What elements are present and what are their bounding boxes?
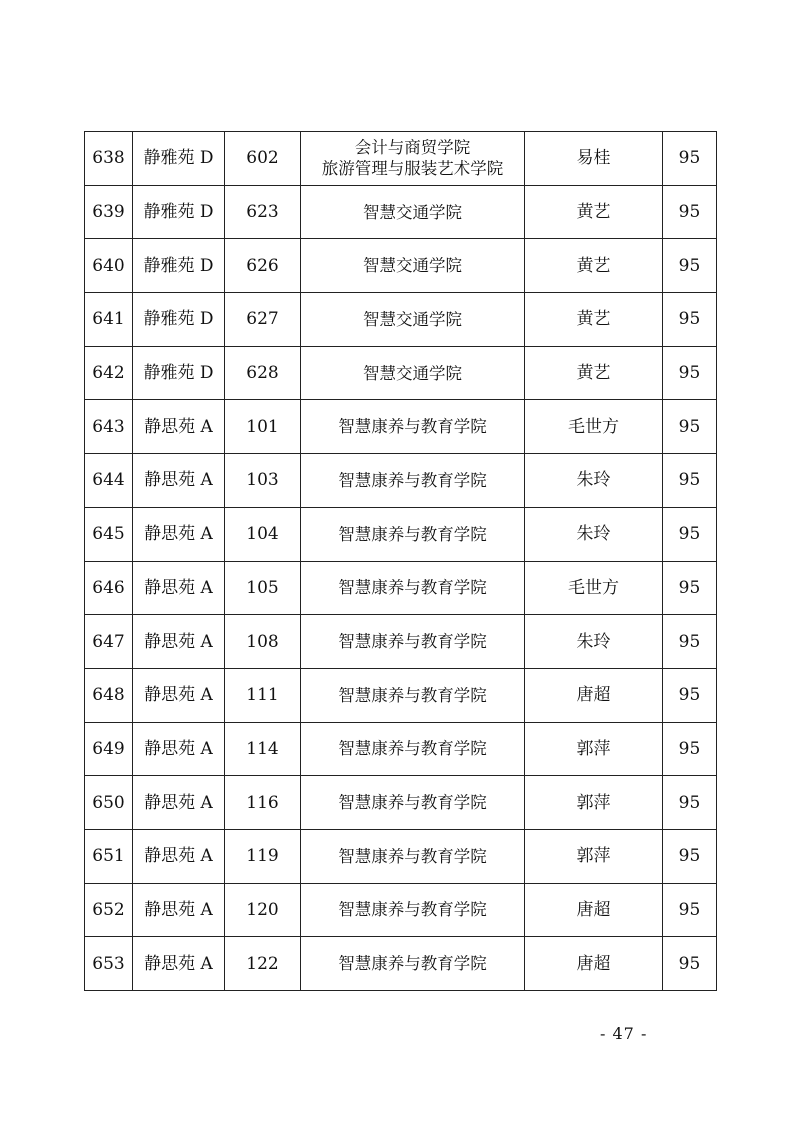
score-cell: 95 — [663, 668, 717, 722]
table-row — [85, 561, 717, 615]
room-cell: 108 — [225, 615, 301, 669]
row-number-cell: 641 — [85, 293, 133, 347]
teacher-cell: 黄艺 — [525, 346, 663, 400]
room-cell: 105 — [225, 561, 301, 615]
room-cell: 627 — [225, 293, 301, 347]
table-row — [85, 668, 717, 722]
college-cell: 智慧康养与教育学院 — [301, 722, 525, 776]
teacher-cell: 朱玲 — [525, 507, 663, 561]
teacher-cell: 唐超 — [525, 668, 663, 722]
score-cell: 95 — [663, 722, 717, 776]
row-number-cell: 642 — [85, 346, 133, 400]
score-cell: 95 — [663, 454, 717, 508]
teacher-cell: 毛世方 — [525, 561, 663, 615]
building-cell: 静思苑 A — [133, 454, 225, 508]
row-number-cell: 647 — [85, 615, 133, 669]
college-line: 旅游管理与服装艺术学院 — [321, 159, 504, 179]
room-cell: 114 — [225, 722, 301, 776]
score-cell: 95 — [663, 346, 717, 400]
college-cell: 智慧交通学院 — [301, 346, 525, 400]
room-cell: 120 — [225, 883, 301, 937]
table-row — [85, 722, 717, 776]
row-number-cell: 651 — [85, 829, 133, 883]
row-number-cell: 646 — [85, 561, 133, 615]
page-number: - 47 - — [600, 1024, 648, 1043]
building-cell: 静思苑 A — [133, 615, 225, 669]
table-row — [85, 293, 717, 347]
college-cell: 智慧康养与教育学院 — [301, 776, 525, 830]
teacher-cell: 唐超 — [525, 937, 663, 991]
college-cell — [301, 132, 525, 186]
table-row — [85, 776, 717, 830]
room-cell: 111 — [225, 668, 301, 722]
college-line: 会计与商贸学院 — [354, 138, 471, 158]
row-number-cell: 645 — [85, 507, 133, 561]
college-cell: 智慧交通学院 — [301, 239, 525, 293]
building-cell: 静雅苑 D — [133, 239, 225, 293]
college-cell: 智慧交通学院 — [301, 293, 525, 347]
college-cell: 智慧康养与教育学院 — [301, 454, 525, 508]
building-cell: 静思苑 A — [133, 776, 225, 830]
dormitory-score-table — [84, 131, 717, 991]
score-cell: 95 — [663, 185, 717, 239]
college-cell: 智慧康养与教育学院 — [301, 829, 525, 883]
row-number-cell: 639 — [85, 185, 133, 239]
table-row — [85, 615, 717, 669]
building-cell: 静思苑 A — [133, 400, 225, 454]
score-cell: 95 — [663, 937, 717, 991]
teacher-cell: 郭萍 — [525, 829, 663, 883]
teacher-cell: 郭萍 — [525, 722, 663, 776]
score-cell: 95 — [663, 507, 717, 561]
score-cell: 95 — [663, 883, 717, 937]
score-cell: 95 — [663, 239, 717, 293]
building-cell: 静思苑 A — [133, 937, 225, 991]
room-cell: 101 — [225, 400, 301, 454]
table-row — [85, 400, 717, 454]
teacher-cell: 黄艺 — [525, 293, 663, 347]
row-number-cell: 638 — [85, 132, 133, 186]
row-number-cell: 640 — [85, 239, 133, 293]
room-cell: 626 — [225, 239, 301, 293]
college-cell: 智慧康养与教育学院 — [301, 937, 525, 991]
college-cell: 智慧康养与教育学院 — [301, 615, 525, 669]
room-cell: 116 — [225, 776, 301, 830]
teacher-cell: 易桂 — [525, 132, 663, 186]
table-row — [85, 507, 717, 561]
table-row — [85, 132, 717, 186]
room-cell: 103 — [225, 454, 301, 508]
college-cell: 智慧交通学院 — [301, 185, 525, 239]
teacher-cell: 黄艺 — [525, 185, 663, 239]
score-cell: 95 — [663, 829, 717, 883]
building-cell: 静雅苑 D — [133, 293, 225, 347]
teacher-cell: 朱玲 — [525, 454, 663, 508]
table-row — [85, 937, 717, 991]
college-cell: 智慧康养与教育学院 — [301, 400, 525, 454]
college-cell: 智慧康养与教育学院 — [301, 668, 525, 722]
building-cell: 静思苑 A — [133, 561, 225, 615]
building-cell: 静思苑 A — [133, 507, 225, 561]
row-number-cell: 653 — [85, 937, 133, 991]
building-cell: 静思苑 A — [133, 668, 225, 722]
teacher-cell: 毛世方 — [525, 400, 663, 454]
score-cell: 95 — [663, 776, 717, 830]
table-row — [85, 185, 717, 239]
building-cell: 静雅苑 D — [133, 346, 225, 400]
score-cell: 95 — [663, 293, 717, 347]
score-cell: 95 — [663, 132, 717, 186]
building-cell: 静思苑 A — [133, 722, 225, 776]
room-cell: 119 — [225, 829, 301, 883]
score-cell: 95 — [663, 561, 717, 615]
row-number-cell: 649 — [85, 722, 133, 776]
college-cell: 智慧康养与教育学院 — [301, 883, 525, 937]
table-row — [85, 239, 717, 293]
row-number-cell: 643 — [85, 400, 133, 454]
room-cell: 104 — [225, 507, 301, 561]
building-cell: 静雅苑 D — [133, 132, 225, 186]
table-body — [85, 132, 717, 991]
teacher-cell: 朱玲 — [525, 615, 663, 669]
room-cell: 602 — [225, 132, 301, 186]
room-cell: 122 — [225, 937, 301, 991]
building-cell: 静雅苑 D — [133, 185, 225, 239]
teacher-cell: 黄艺 — [525, 239, 663, 293]
score-cell: 95 — [663, 615, 717, 669]
table-row — [85, 454, 717, 508]
row-number-cell: 652 — [85, 883, 133, 937]
teacher-cell: 唐超 — [525, 883, 663, 937]
row-number-cell: 648 — [85, 668, 133, 722]
building-cell: 静思苑 A — [133, 829, 225, 883]
table-row — [85, 346, 717, 400]
room-cell: 623 — [225, 185, 301, 239]
row-number-cell: 650 — [85, 776, 133, 830]
room-cell: 628 — [225, 346, 301, 400]
table-row — [85, 829, 717, 883]
college-cell: 智慧康养与教育学院 — [301, 561, 525, 615]
teacher-cell: 郭萍 — [525, 776, 663, 830]
college-cell: 智慧康养与教育学院 — [301, 507, 525, 561]
table-row — [85, 883, 717, 937]
score-cell: 95 — [663, 400, 717, 454]
building-cell: 静思苑 A — [133, 883, 225, 937]
row-number-cell: 644 — [85, 454, 133, 508]
